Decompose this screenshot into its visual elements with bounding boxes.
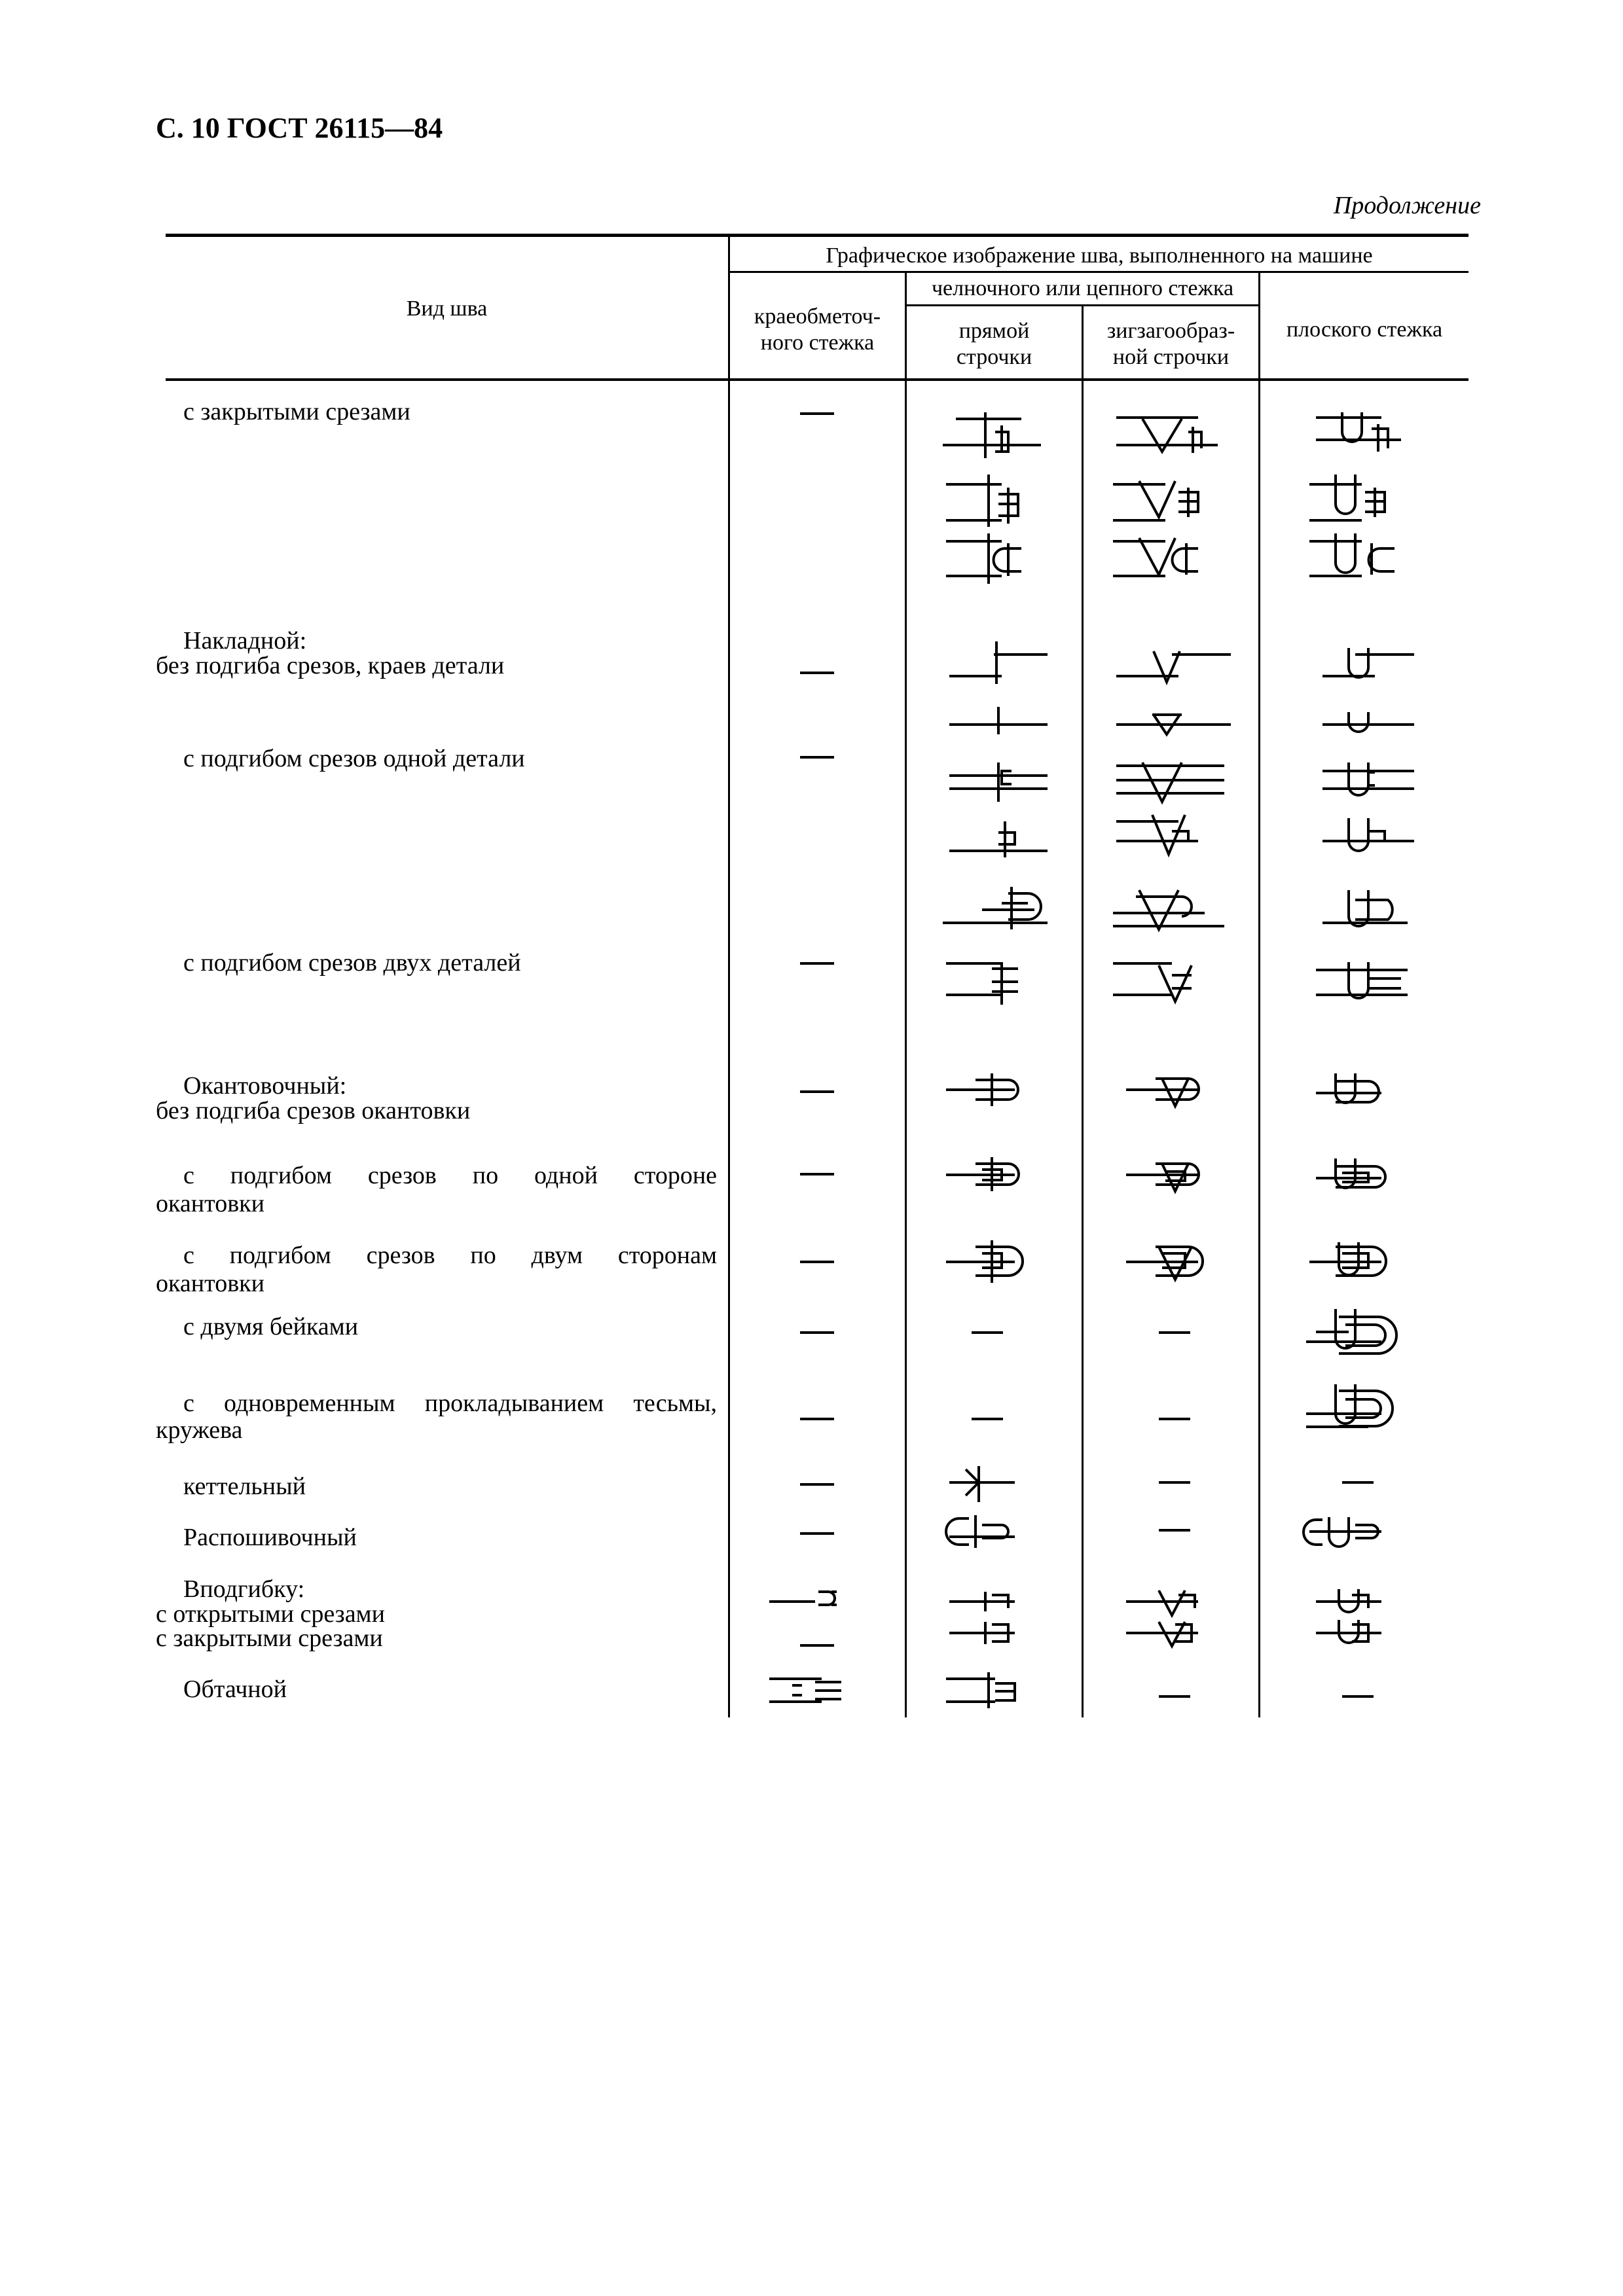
seam-symbol-icon [1116, 715, 1231, 734]
seam-symbol-icon [1113, 481, 1198, 520]
word: срезов [366, 1242, 435, 1269]
header-overlock-line-1: краеобметоч- [754, 304, 881, 329]
seam-symbol-icon [769, 1679, 841, 1702]
row-label-binding-fold-two-cont: окантовки [156, 1270, 264, 1297]
seam-symbol-icon [1116, 651, 1231, 682]
row-label-binding-fold-one-cont: окантовки [156, 1190, 264, 1217]
seam-symbol-icon [949, 641, 1048, 684]
seam-symbol-icon [943, 412, 1041, 458]
word: подгибом [230, 1162, 332, 1189]
seam-symbol-icon [949, 821, 1048, 857]
row-label-rasposhivochny: Распошивочный [183, 1524, 357, 1551]
seam-symbol-icon [1322, 712, 1414, 732]
seam-symbol-icon [1126, 1079, 1199, 1106]
seam-symbol-icon [946, 1157, 1019, 1191]
word: срезов [367, 1162, 437, 1189]
seam-symbol-icon [946, 1515, 1015, 1548]
row-label-hem-open: с открытыми срезами [156, 1600, 385, 1628]
seam-symbol-icon [1113, 963, 1192, 1001]
seam-symbol-icon [1126, 1622, 1198, 1646]
row-label-lapped-fold-two: с подгибом срезов двух деталей [183, 949, 521, 977]
row-label-facing: Обтачной [183, 1676, 287, 1703]
header-zigzag-line-1: зигзагообраз- [1106, 319, 1235, 343]
word: с [183, 1390, 194, 1417]
word: по [470, 1242, 496, 1269]
seam-symbol-icon [1126, 1247, 1203, 1280]
seam-symbol-icon [1113, 538, 1198, 576]
row-label-two-tapes: с двумя бейками [183, 1313, 359, 1340]
word: подгибом [229, 1242, 331, 1269]
row-label-binding: Окантовочный: [183, 1072, 347, 1100]
seam-symbol-icon [1316, 412, 1401, 452]
header-flat: плоского стежка [1286, 317, 1443, 342]
header-straight-line-2: строчки [956, 345, 1032, 369]
row-label-hem-closed: с закрытыми срезами [156, 1624, 383, 1652]
row-label-lapped-fold-one: с подгибом срезов одной детали [183, 745, 525, 772]
seam-symbol-icon [1116, 762, 1224, 802]
seam-symbol-icon [1306, 1384, 1393, 1427]
seam-symbol-icon [769, 1592, 837, 1605]
seam-symbol-icon [946, 475, 1018, 527]
seam-symbol-icon [946, 1672, 1015, 1708]
seam-symbol-icon [949, 1466, 1015, 1502]
page-header: С. 10 ГОСТ 26115—84 [156, 112, 443, 144]
header-zigzag-line-2: ной строчки [1112, 345, 1230, 369]
seam-symbol-icon [946, 1073, 1018, 1106]
seam-symbol-icon [1306, 1309, 1396, 1354]
word: прокладыванием [424, 1390, 604, 1417]
continuation-label: Продолжение [1333, 192, 1481, 219]
header-seam-type: Вид шва [406, 296, 488, 321]
seam-symbol-icon [1322, 890, 1408, 926]
word: по [472, 1162, 499, 1189]
seam-symbol-icon [1126, 1164, 1199, 1191]
header-lock-or-chain: челночного или цепного стежка [931, 276, 1234, 300]
word: двум [531, 1242, 583, 1269]
header-straight-line-1: прямой [958, 319, 1030, 343]
header-graphic: Графическое изображение шва, выполненного на машине [826, 243, 1373, 268]
seam-symbol-icon [949, 1622, 1015, 1644]
seam-symbol-icon [946, 962, 1018, 1005]
seam-symbol-icon [1322, 818, 1414, 851]
row-label-hem: Вподгибку: [183, 1575, 305, 1603]
word: сторонам [617, 1242, 718, 1269]
seam-symbol-icon [1309, 475, 1385, 520]
word: с [183, 1162, 194, 1189]
seam-symbol-icon [943, 887, 1048, 929]
seam-symbol-icon [1116, 815, 1198, 854]
seam-symbol-icon [1309, 1242, 1386, 1276]
seam-symbol-icon [1316, 1620, 1381, 1643]
row-label-kettel: кеттельный [183, 1473, 306, 1500]
seam-symbol-icon [946, 1240, 1023, 1283]
row-label-binding-no-fold: без подгиба срезов окантовки [156, 1097, 471, 1124]
seam-symbol-icon [1316, 1589, 1381, 1612]
row-label-lapped-no-fold: без подгиба срезов, краев детали [156, 652, 505, 679]
seam-symbol-icon [1116, 418, 1218, 453]
row-label-lapped: Накладной: [183, 627, 307, 655]
row-label-with-tape-cont: кружева [156, 1416, 243, 1444]
seam-symbol-icon [1113, 890, 1224, 929]
seam-symbol-icon [1316, 1073, 1381, 1103]
seam-symbol-icon [949, 762, 1048, 802]
row-label-closed-edges: с закрытыми срезами [183, 398, 410, 425]
seam-symbol-icon [1126, 1590, 1198, 1615]
seam-symbol-icon [1316, 962, 1408, 998]
seam-symbol-icon [1309, 533, 1395, 576]
seam-symbol-icon [1304, 1517, 1381, 1547]
seam-symbol-icon [949, 1592, 1015, 1611]
seam-symbol-icon [949, 707, 1048, 734]
word: с [183, 1242, 194, 1269]
seam-symbol-icon [946, 533, 1021, 584]
word: одной [534, 1162, 598, 1189]
header-overlock-line-2: ного стежка [760, 331, 875, 355]
word: стороне [633, 1162, 718, 1189]
seam-symbol-icon [1316, 1158, 1385, 1188]
seam-symbol-icon [1322, 762, 1414, 795]
seam-symbol-icon [1322, 648, 1414, 677]
word: тесьмы, [633, 1390, 718, 1417]
word: одновременным [224, 1390, 395, 1417]
